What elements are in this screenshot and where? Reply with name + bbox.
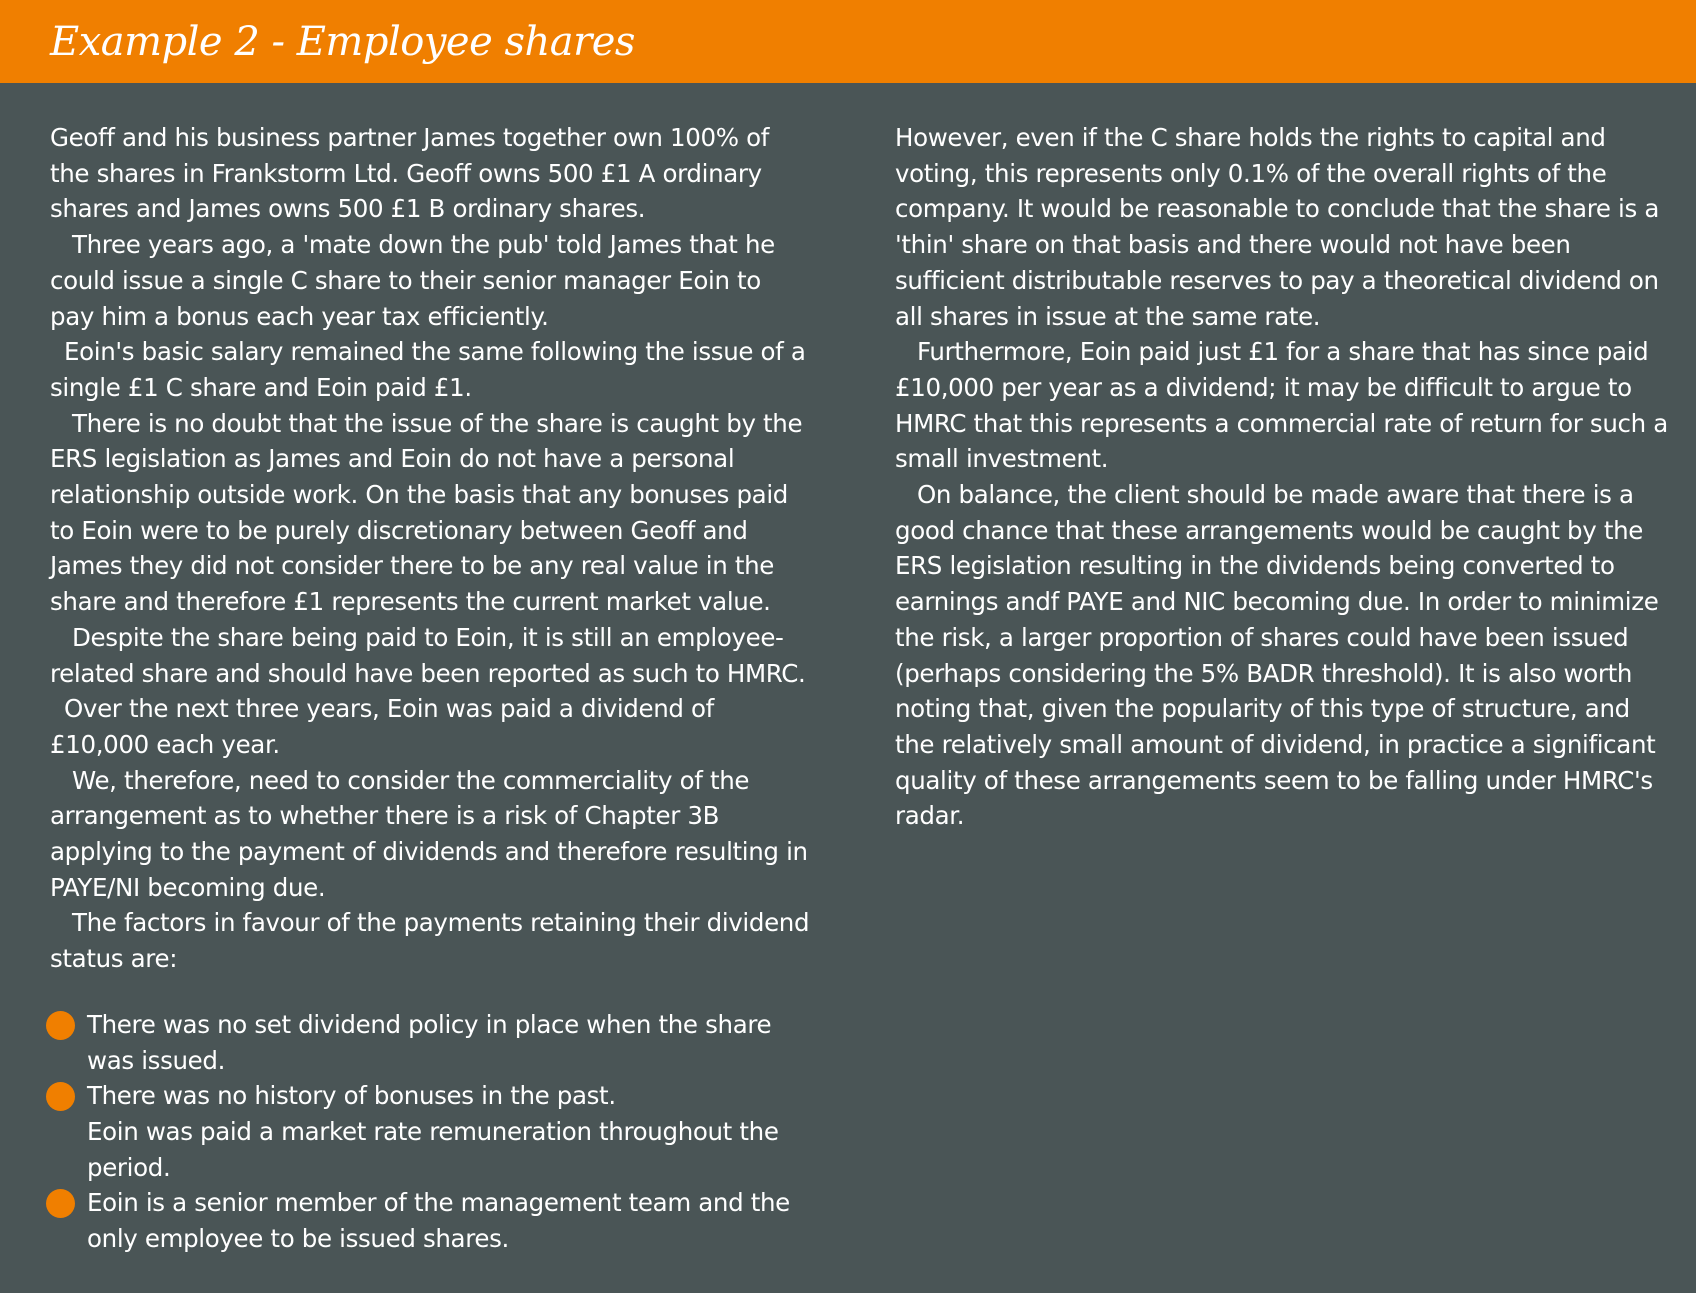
paragraph: Despite the share being paid to Eoin, it is still an employee-related share and should have been reported as such to HMRC. [50, 622, 806, 688]
bullet-dot-icon [46, 1189, 75, 1218]
paragraph: Furthermore, Eoin paid just £1 for a share that has since paid £10,000 per year as a dividend; it may be difficult to argue to HMRC that this represents a commercial rate of return for such a small investment. [895, 337, 1668, 474]
paragraph: Three years ago, a 'mate down the pub' told James that he could issue a single C share to their senior manager Eoin to pay him a bonus each year tax efficiently. [50, 230, 775, 331]
list-item-text: There was no set dividend policy in place when the share was issued. [87, 1009, 772, 1075]
list-item [50, 1185, 812, 1256]
bullet-dot-icon [46, 1082, 75, 1111]
list-item-text: Eoin is a senior member of the management team and the only employee to be issued shares. [87, 1188, 790, 1254]
factors-list [50, 1007, 812, 1257]
page-title: Example 2 - Employee shares [50, 19, 635, 65]
paragraph: Eoin's basic salary remained the same following the issue of a single £1 C share and Eoin paid £1. [50, 337, 806, 402]
paragraph: The factors in favour of the payments retaining their dividend status are: [50, 908, 810, 974]
list-item-text: Eoin was paid a market rate remuneration throughout the period. [87, 1116, 779, 1182]
list-item [50, 1114, 812, 1185]
paragraph: However, even if the C share holds the rights to capital and voting, this represents only 0.1% of the overall rights of the company. It would be reasonable to conclude that the share is a 'thin' share on that basis and there would not have been sufficient distributable reserves to pay a theoretical dividend on all shares in issue at the same rate. [895, 123, 1660, 331]
paragraph: We, therefore, need to consider the commerciality of the arrangement as to whether there is a risk of Chapter 3B applying to the payment of dividends and therefore resulting in PAYE/NI becoming due. [50, 765, 808, 902]
list-item-text: There was no history of bonuses in the past. [87, 1081, 616, 1111]
left-column [50, 120, 812, 1257]
paragraph: Over the next three years, Eoin was paid a dividend of £10,000 each year. [50, 694, 714, 759]
paragraph: Geoff and his business partner James together own 100% of the shares in Frankstorm Ltd. Geoff owns 500 £1 A ordinary shares and James owns 500 £1 B ordinary shares. [50, 123, 769, 224]
list-item [50, 1007, 812, 1078]
paragraph: On balance, the client should be made aware that there is a good chance that these arrangements would be caught by the ERS legislation resulting in the dividends being converted to earnings andf PAYE and NIC becoming due. In order to minimize the risk, a larger proportion of shares could have been issued (perhaps considering the 5% BADR threshold). It is also worth noting that, given the popularity of this type of structure, and the relatively small amount of dividend, in practice a significant quality of these arrangements seem to be falling under HMRC's radar. [895, 480, 1659, 831]
header-bar [0, 0, 1696, 83]
paragraph: There is no doubt that the issue of the share is caught by the ERS legislation as James and Eoin do not have a personal relationship outside work. On the basis that any bonuses paid to Eoin were to be purely discretionary between Geoff and James they did not consider there to be any real value in the share and therefore £1 represents the current market value. [50, 408, 803, 617]
list-item [50, 1078, 812, 1114]
right-column [895, 120, 1675, 834]
bullet-dot-icon [46, 1011, 75, 1040]
